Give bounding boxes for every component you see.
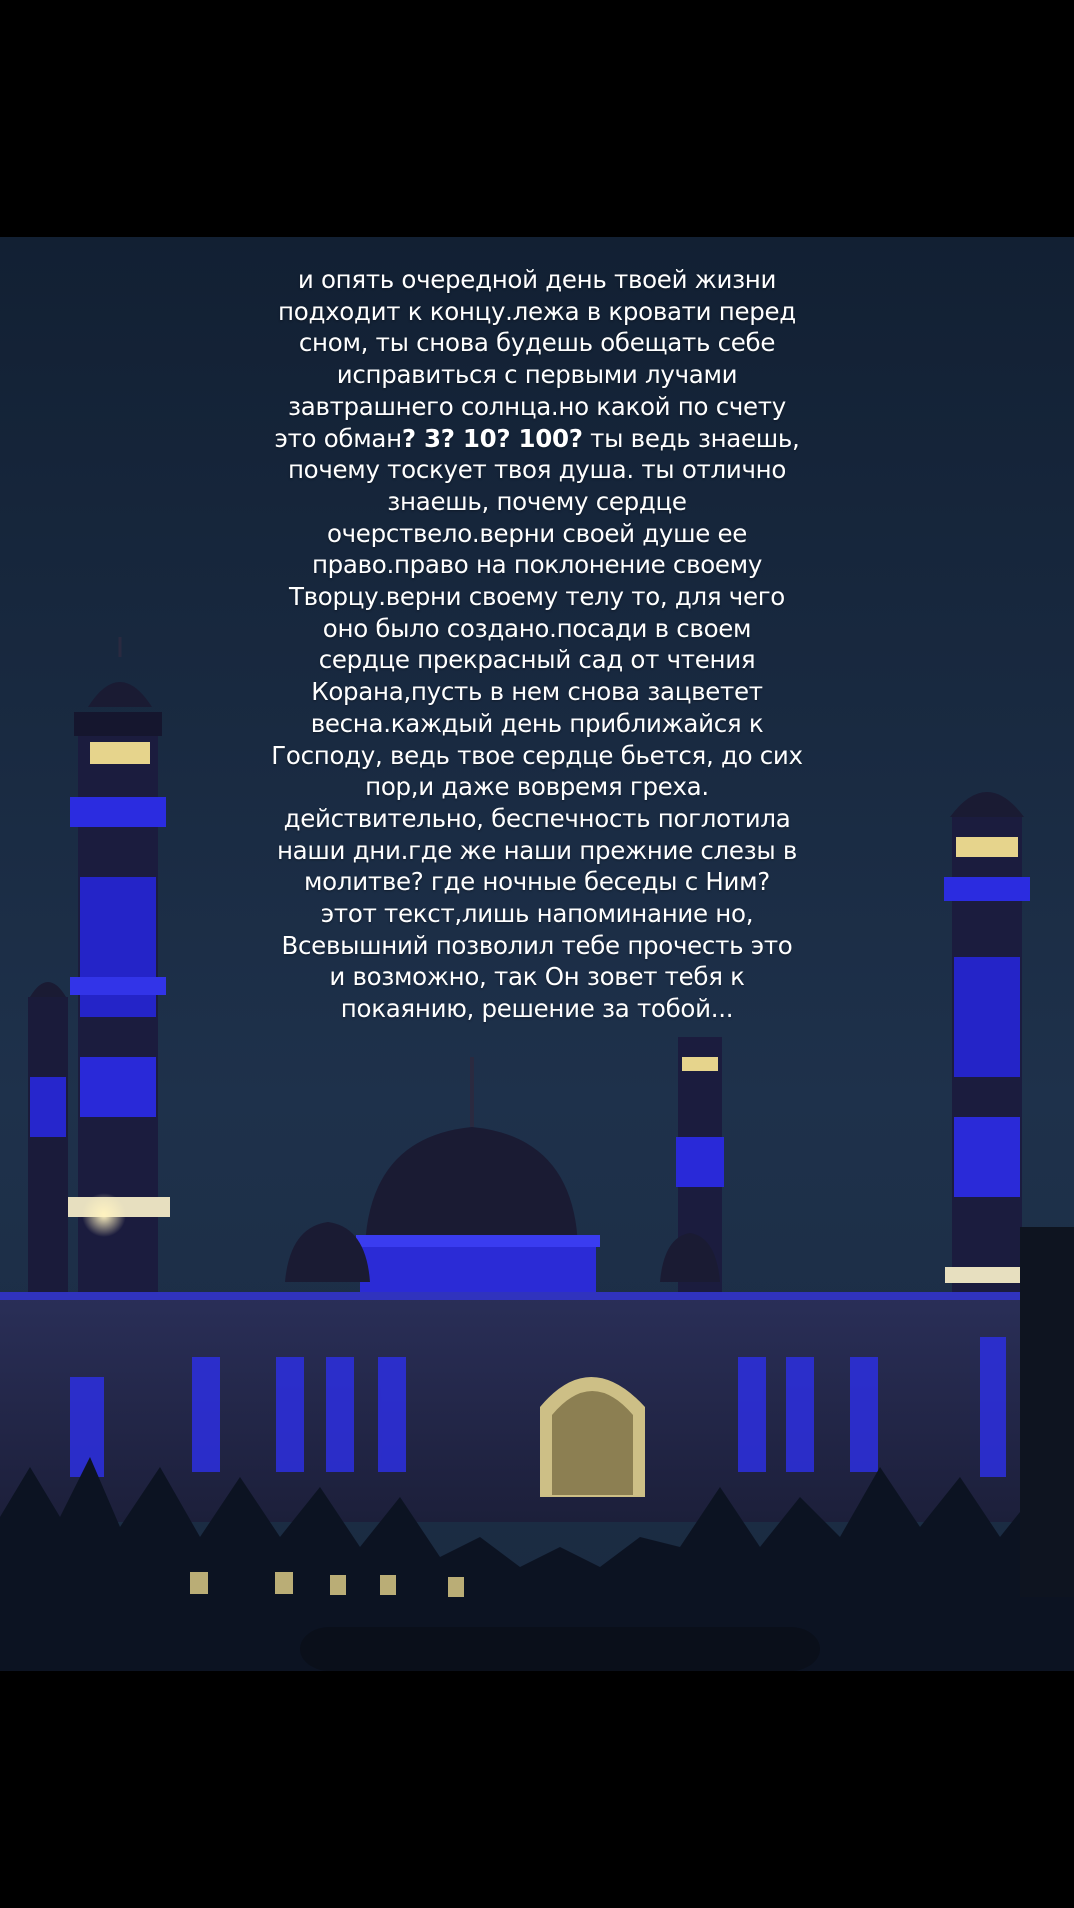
car-silhouette	[300, 1627, 820, 1671]
caption-line: Господу, ведь твое сердце бьется, до сих	[271, 740, 803, 770]
caption-line: почему тоскует твоя душа. ты отлично	[287, 455, 787, 485]
caption-line: право.право на поклонение своему	[311, 550, 763, 580]
caption-line: покаянию, решение за тобой...	[340, 994, 734, 1024]
caption-bold-segment: ? 3? 10? 100?	[401, 423, 583, 453]
caption-line: Всевышний позволил тебе прочесть это	[281, 930, 793, 960]
caption-line: и возможно, так Он зовет тебя к	[329, 962, 745, 992]
caption-line: молитве? где ночные беседы с Ним?	[304, 867, 770, 897]
caption-line: действительно, беспечность поглотила	[283, 803, 791, 833]
caption-line: весна.каждый день приближайся к	[310, 708, 764, 738]
caption-line: Корана,пусть в нем снова зацветет	[311, 677, 763, 707]
caption-line: пор,и даже вовремя греха.	[365, 772, 709, 802]
caption-line: подходит к концу.лежа в кровати перед	[278, 296, 796, 326]
street-lamp	[82, 1193, 126, 1237]
caption-line: знаешь, почему сердце	[387, 486, 687, 516]
caption-line: исправиться с первыми лучами	[336, 360, 738, 390]
caption-line: завтрашнего солнца.но какой по счету	[288, 391, 786, 421]
caption-segment: это обман	[274, 423, 402, 453]
caption-line: сердце прекрасный сад от чтения	[318, 645, 756, 675]
caption-line: Творцу.верни своему телу то, для чего	[288, 582, 785, 612]
caption-line: оно было создано.посади в своем	[322, 613, 752, 643]
caption-line: сном, ты снова будешь обещать себе	[298, 328, 776, 358]
caption-line: и опять очередной день твоей жизни	[297, 265, 777, 294]
story-caption-text	[237, 264, 837, 1025]
caption-line: наши дни.где же наши прежние слезы в	[276, 835, 798, 865]
caption-segment: ты ведь знаешь,	[582, 423, 800, 453]
caption-line-mixed	[237, 423, 837, 455]
caption-line: очерствело.верни своей душе ее	[326, 518, 748, 548]
caption-line: этот текст,лишь напоминание но,	[320, 899, 754, 929]
roadside-banner	[1020, 1227, 1074, 1597]
